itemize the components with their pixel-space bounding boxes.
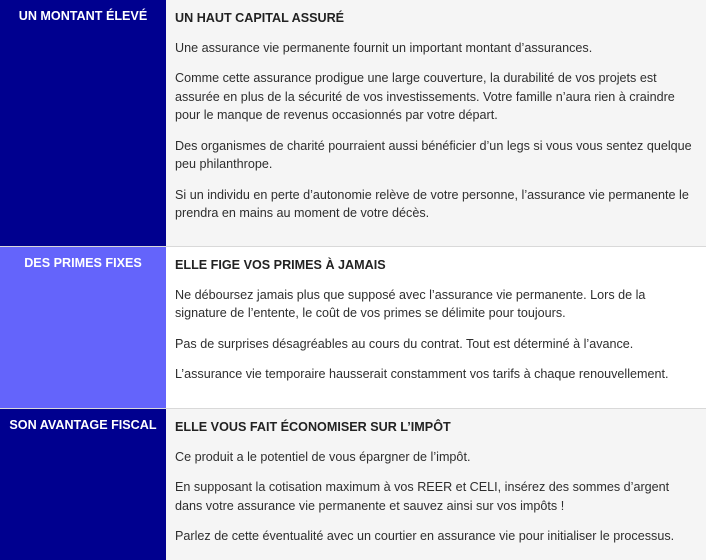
row-content (166, 409, 706, 560)
row-heading: UN HAUT CAPITAL ASSURÉ (175, 11, 345, 25)
paragraph: Parlez de cette éventualité avec un courtier en assurance vie pour initialiser le processus. (175, 529, 675, 543)
table-row (0, 247, 706, 409)
row-label: UN MONTANT ÉLEVÉ (0, 0, 166, 246)
row-label: SON AVANTAGE FISCAL (0, 409, 166, 560)
paragraph: L’assurance vie temporaire hausserait constamment vos tarifs à chaque renouvellement. (175, 367, 669, 381)
paragraph: Pas de surprises désagréables au cours du contrat. Tout est déterminé à l’avance. (175, 336, 634, 351)
paragraph: Une assurance vie permanente fournit un important montant d’assurances. (175, 40, 593, 55)
table-row (0, 0, 706, 247)
paragraph: Si un individu en perte d’autonomie relève de votre personne, l’assurance vie permanente le prendra en mains au moment de votre décès. (175, 187, 689, 220)
row-heading: ELLE FIGE VOS PRIMES À JAMAIS (175, 258, 386, 272)
paragraph: En supposant la cotisation maximum à vos REER et CELI, insérez des sommes d’argent dans votre assurance vie permanente et sauvez ainsi sur vos impôts ! (175, 480, 670, 513)
paragraph: Comme cette assurance prodigue une large couverture, la durabilité de vos projets est assurée en plus de la sécurité de vos investissements. Votre famille n’aura rien à craindre pour le manque de revenus occasionnés par votre départ. (175, 71, 675, 122)
row-content (166, 247, 706, 408)
paragraph: Ce produit a le potentiel de vous épargner de l’impôt. (175, 449, 471, 464)
table-row (0, 409, 706, 560)
row-content (166, 0, 706, 246)
paragraph: Ne déboursez jamais plus que supposé avec l’assurance vie permanente. Lors de la signature de l’entente, le coût de vos primes se délimite pour toujours. (175, 287, 646, 320)
paragraph: Des organismes de charité pourraient aussi bénéficier d’un legs si vous vous sentez quelque peu philanthrope. (175, 138, 692, 171)
row-label: DES PRIMES FIXES (0, 247, 166, 408)
row-heading: ELLE VOUS FAIT ÉCONOMISER SUR L’IMPÔT (175, 420, 451, 434)
